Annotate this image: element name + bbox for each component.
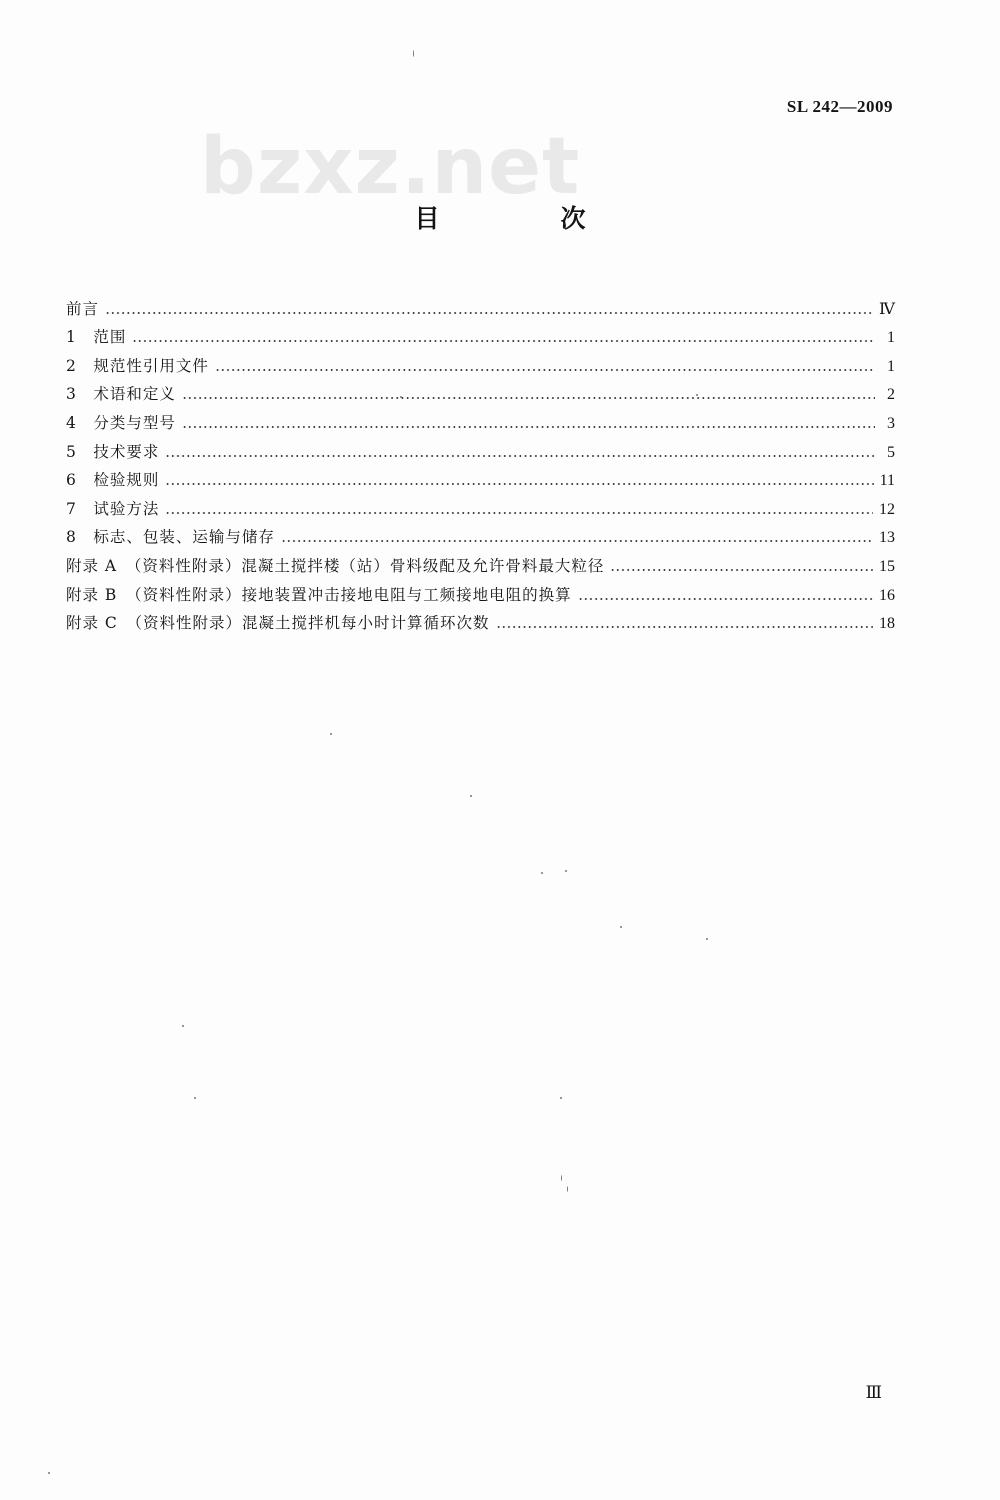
scan-speck	[400, 396, 402, 398]
toc-entry-page: 18	[879, 615, 895, 633]
toc-entry-page: 2	[887, 386, 895, 404]
toc-entry-4[interactable]	[66, 404, 895, 433]
page-number: Ⅲ	[865, 1383, 882, 1402]
toc-entry-1[interactable]	[66, 319, 895, 348]
toc-entry-page: 13	[879, 529, 895, 547]
dot-leader	[215, 368, 875, 372]
toc-entry-label: 4 分类与型号	[66, 413, 176, 432]
scan-speck	[706, 938, 708, 940]
watermark: bzxz.net	[200, 122, 581, 212]
dot-leader	[182, 425, 875, 429]
toc-entry-label: 2 规范性引用文件	[66, 356, 209, 375]
dot-leader	[578, 597, 873, 601]
scan-speck	[182, 1025, 184, 1027]
toc-entry-page: 1	[887, 329, 895, 347]
toc-entry-label: 附录 A （资料性附录）混凝土搅拌楼（站）骨料级配及允许骨料最大粒径	[66, 556, 605, 575]
scan-speck	[413, 50, 414, 57]
page-title: 目 次	[414, 204, 634, 233]
dot-leader	[496, 625, 873, 629]
scan-speck	[620, 926, 622, 928]
toc-entry-page: 12	[879, 500, 895, 518]
table-of-contents	[66, 290, 895, 633]
dot-leader	[182, 396, 875, 400]
scan-speck	[560, 1097, 562, 1099]
toc-entry-3[interactable]	[66, 376, 895, 405]
scan-speck	[48, 1472, 50, 1474]
scan-speck	[567, 1186, 568, 1192]
dot-leader	[610, 568, 873, 572]
toc-entry-label: 1 范围	[66, 328, 127, 347]
scan-speck	[561, 1175, 562, 1181]
toc-entry-appendix-b[interactable]	[66, 576, 895, 605]
scan-speck	[470, 795, 472, 797]
toc-entry-foreword[interactable]	[66, 290, 895, 319]
toc-entry-label: 附录 B （资料性附录）接地装置冲击接地电阻与工频接地电阻的换算	[66, 585, 572, 604]
toc-entry-page: 1	[887, 357, 895, 375]
toc-entry-6[interactable]	[66, 462, 895, 491]
scan-speck	[696, 394, 698, 396]
toc-entry-5[interactable]	[66, 433, 895, 462]
toc-entry-page: 3	[887, 414, 895, 432]
toc-entry-label: 3 术语和定义	[66, 385, 176, 404]
dot-leader	[165, 511, 873, 515]
toc-entry-label: 附录 C （资料性附录）混凝土搅拌机每小时计算循环次数	[66, 614, 490, 633]
scan-speck	[541, 872, 543, 874]
toc-entry-2[interactable]	[66, 347, 895, 376]
toc-entry-page: 15	[879, 557, 895, 575]
toc-entry-8[interactable]	[66, 519, 895, 548]
toc-entry-7[interactable]	[66, 490, 895, 519]
dot-leader	[165, 454, 875, 458]
toc-entry-page: 11	[879, 472, 895, 490]
toc-entry-appendix-c[interactable]	[66, 605, 895, 634]
toc-entry-label: 前言	[66, 299, 100, 318]
toc-entry-label: 6 检验规则	[66, 471, 160, 490]
toc-entry-label: 8 标志、包装、运输与储存	[66, 528, 275, 547]
scan-speck	[565, 870, 567, 872]
toc-entry-page: 5	[887, 443, 895, 461]
standard-code: SL 242—2009	[786, 97, 893, 116]
scan-speck	[330, 733, 332, 735]
toc-entry-page: Ⅳ	[879, 300, 895, 318]
scan-speck	[194, 1097, 196, 1099]
dot-leader	[165, 482, 873, 486]
toc-entry-appendix-a[interactable]	[66, 547, 895, 576]
dot-leader	[281, 539, 873, 543]
toc-entry-page: 16	[879, 586, 895, 604]
toc-entry-label: 7 试验方法	[66, 499, 160, 518]
toc-entry-label: 5 技术要求	[66, 442, 160, 461]
dot-leader	[105, 311, 873, 315]
dot-leader	[132, 339, 875, 343]
